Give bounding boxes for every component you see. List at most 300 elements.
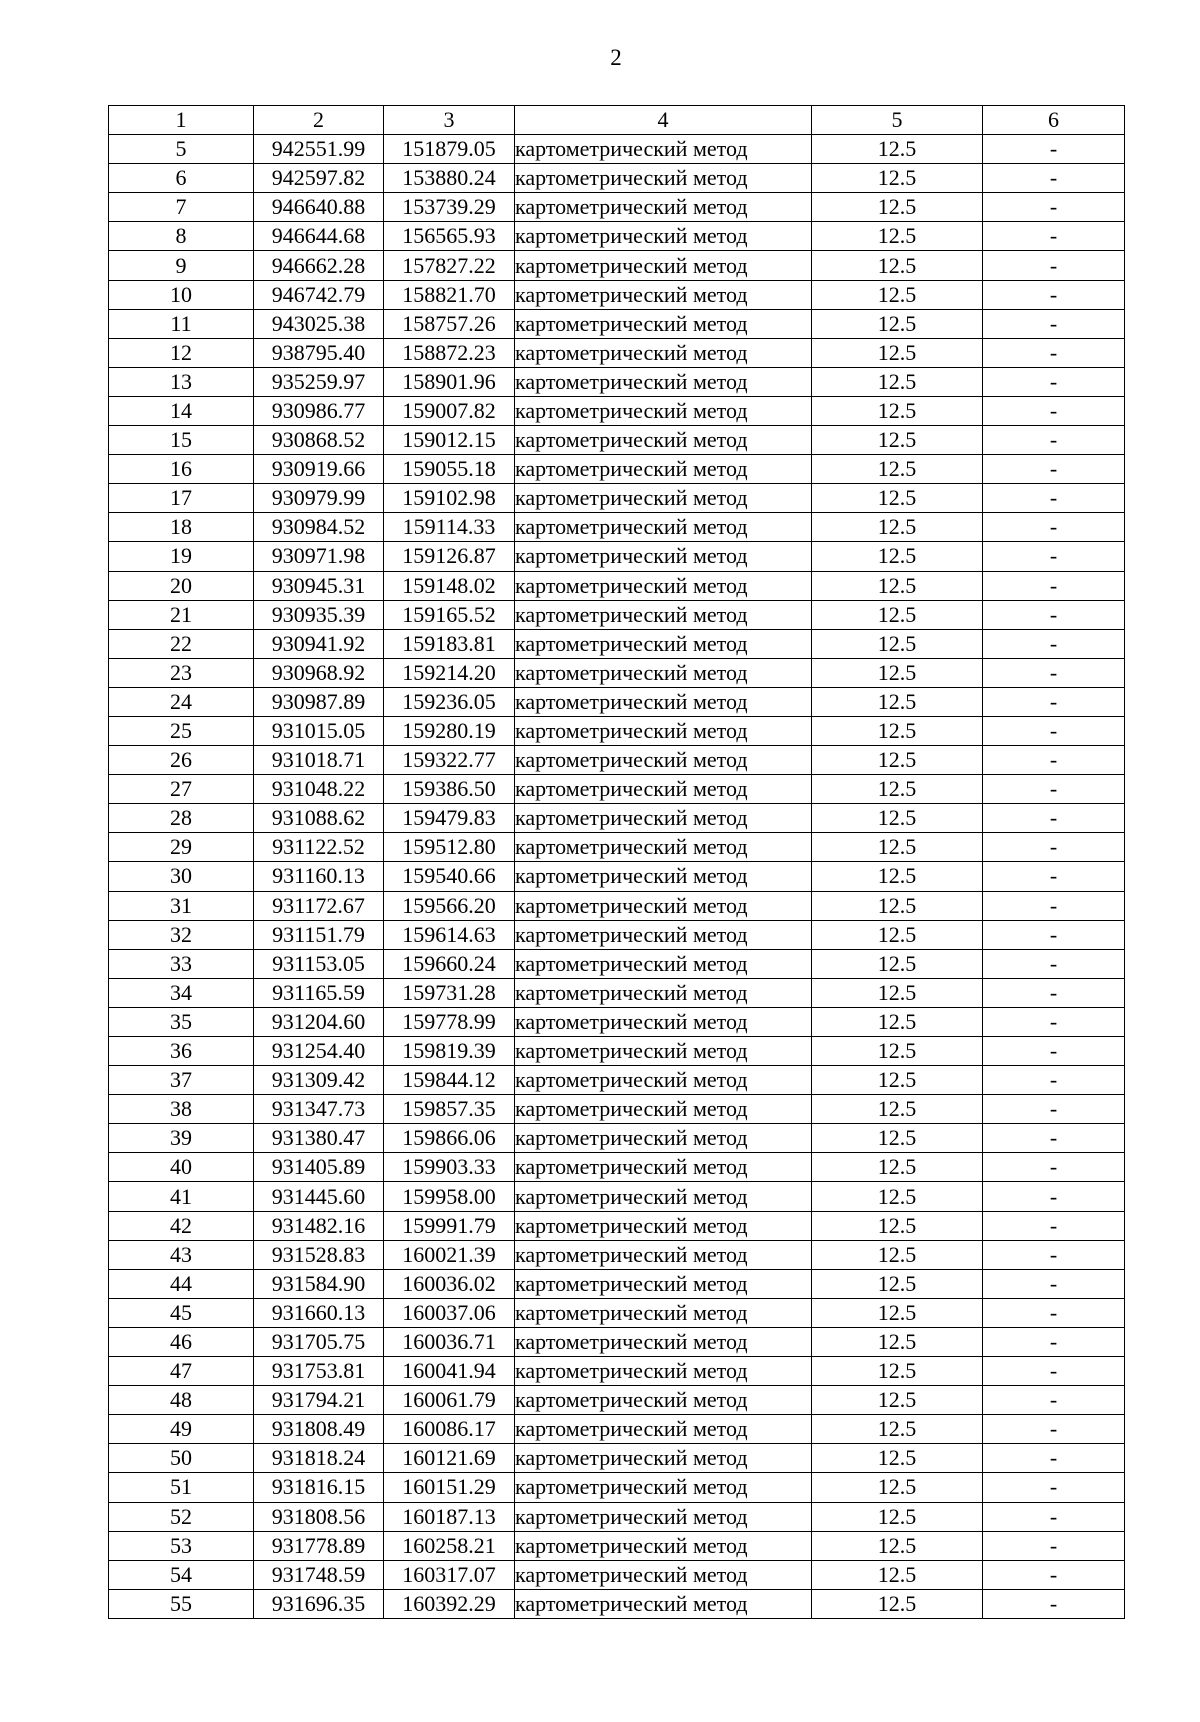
table-row bbox=[109, 687, 1125, 716]
point-number-cell: 51 bbox=[109, 1473, 254, 1502]
x-coordinate-cell: 931584.90 bbox=[254, 1269, 384, 1298]
x-coordinate-cell: 942597.82 bbox=[254, 164, 384, 193]
method-cell: картометрический метод bbox=[515, 1502, 812, 1531]
y-coordinate-cell: 159386.50 bbox=[384, 775, 515, 804]
y-coordinate-cell: 157827.22 bbox=[384, 251, 515, 280]
x-coordinate-cell: 931015.05 bbox=[254, 716, 384, 745]
y-coordinate-cell: 160036.02 bbox=[384, 1269, 515, 1298]
accuracy-cell: 12.5 bbox=[812, 1502, 983, 1531]
x-coordinate-cell: 931309.42 bbox=[254, 1066, 384, 1095]
method-cell: картометрический метод bbox=[515, 1386, 812, 1415]
method-cell: картометрический метод bbox=[515, 1357, 812, 1386]
point-number-cell: 5 bbox=[109, 135, 254, 164]
x-coordinate-cell: 931254.40 bbox=[254, 1037, 384, 1066]
accuracy-cell: 12.5 bbox=[812, 338, 983, 367]
table-row bbox=[109, 222, 1125, 251]
y-coordinate-cell: 159857.35 bbox=[384, 1095, 515, 1124]
y-coordinate-cell: 159479.83 bbox=[384, 804, 515, 833]
y-coordinate-cell: 159614.63 bbox=[384, 920, 515, 949]
table-row bbox=[109, 542, 1125, 571]
table-row bbox=[109, 949, 1125, 978]
x-coordinate-cell: 930987.89 bbox=[254, 687, 384, 716]
note-cell: - bbox=[983, 455, 1125, 484]
table-row bbox=[109, 1357, 1125, 1386]
table-row bbox=[109, 1269, 1125, 1298]
method-cell: картометрический метод bbox=[515, 484, 812, 513]
y-coordinate-cell: 160021.39 bbox=[384, 1240, 515, 1269]
accuracy-cell: 12.5 bbox=[812, 746, 983, 775]
method-cell: картометрический метод bbox=[515, 455, 812, 484]
x-coordinate-cell: 930919.66 bbox=[254, 455, 384, 484]
table-row bbox=[109, 513, 1125, 542]
note-cell: - bbox=[983, 135, 1125, 164]
note-cell: - bbox=[983, 1415, 1125, 1444]
table-row bbox=[109, 978, 1125, 1007]
method-cell: картометрический метод bbox=[515, 251, 812, 280]
table-body bbox=[109, 135, 1125, 1619]
point-number-cell: 54 bbox=[109, 1560, 254, 1589]
note-cell: - bbox=[983, 629, 1125, 658]
y-coordinate-cell: 159148.02 bbox=[384, 571, 515, 600]
note-cell: - bbox=[983, 1560, 1125, 1589]
method-cell: картометрический метод bbox=[515, 542, 812, 571]
x-coordinate-cell: 931165.59 bbox=[254, 978, 384, 1007]
method-cell: картометрический метод bbox=[515, 804, 812, 833]
accuracy-cell: 12.5 bbox=[812, 280, 983, 309]
table-row bbox=[109, 1415, 1125, 1444]
accuracy-cell: 12.5 bbox=[812, 1415, 983, 1444]
x-coordinate-cell: 930968.92 bbox=[254, 658, 384, 687]
table-row bbox=[109, 484, 1125, 513]
x-coordinate-cell: 946640.88 bbox=[254, 193, 384, 222]
accuracy-cell: 12.5 bbox=[812, 1066, 983, 1095]
note-cell: - bbox=[983, 804, 1125, 833]
note-cell: - bbox=[983, 1444, 1125, 1473]
table-row bbox=[109, 1066, 1125, 1095]
point-number-cell: 15 bbox=[109, 426, 254, 455]
y-coordinate-cell: 158821.70 bbox=[384, 280, 515, 309]
y-coordinate-cell: 159819.39 bbox=[384, 1037, 515, 1066]
method-cell: картометрический метод bbox=[515, 1007, 812, 1036]
note-cell: - bbox=[983, 1386, 1125, 1415]
point-number-cell: 31 bbox=[109, 891, 254, 920]
point-number-cell: 53 bbox=[109, 1531, 254, 1560]
accuracy-cell: 12.5 bbox=[812, 1386, 983, 1415]
table-row bbox=[109, 396, 1125, 425]
y-coordinate-cell: 159165.52 bbox=[384, 600, 515, 629]
note-cell: - bbox=[983, 542, 1125, 571]
note-cell: - bbox=[983, 513, 1125, 542]
point-number-cell: 42 bbox=[109, 1211, 254, 1240]
point-number-cell: 37 bbox=[109, 1066, 254, 1095]
note-cell: - bbox=[983, 1182, 1125, 1211]
table-row bbox=[109, 1037, 1125, 1066]
point-number-cell: 17 bbox=[109, 484, 254, 513]
point-number-cell: 41 bbox=[109, 1182, 254, 1211]
x-coordinate-cell: 942551.99 bbox=[254, 135, 384, 164]
point-number-cell: 14 bbox=[109, 396, 254, 425]
note-cell: - bbox=[983, 600, 1125, 629]
accuracy-cell: 12.5 bbox=[812, 687, 983, 716]
note-cell: - bbox=[983, 1153, 1125, 1182]
table-row bbox=[109, 571, 1125, 600]
accuracy-cell: 12.5 bbox=[812, 1037, 983, 1066]
column-header-3: 3 bbox=[384, 106, 515, 135]
note-cell: - bbox=[983, 978, 1125, 1007]
y-coordinate-cell: 159540.66 bbox=[384, 862, 515, 891]
table-row bbox=[109, 1589, 1125, 1618]
x-coordinate-cell: 931018.71 bbox=[254, 746, 384, 775]
point-number-cell: 12 bbox=[109, 338, 254, 367]
x-coordinate-cell: 931818.24 bbox=[254, 1444, 384, 1473]
note-cell: - bbox=[983, 716, 1125, 745]
table-row bbox=[109, 1007, 1125, 1036]
table-row bbox=[109, 1153, 1125, 1182]
method-cell: картометрический метод bbox=[515, 1473, 812, 1502]
point-number-cell: 35 bbox=[109, 1007, 254, 1036]
accuracy-cell: 12.5 bbox=[812, 1589, 983, 1618]
accuracy-cell: 12.5 bbox=[812, 1473, 983, 1502]
note-cell: - bbox=[983, 1357, 1125, 1386]
method-cell: картометрический метод bbox=[515, 1269, 812, 1298]
column-header-4: 4 bbox=[515, 106, 812, 135]
method-cell: картометрический метод bbox=[515, 833, 812, 862]
y-coordinate-cell: 159566.20 bbox=[384, 891, 515, 920]
method-cell: картометрический метод bbox=[515, 164, 812, 193]
note-cell: - bbox=[983, 1240, 1125, 1269]
accuracy-cell: 12.5 bbox=[812, 775, 983, 804]
accuracy-cell: 12.5 bbox=[812, 600, 983, 629]
x-coordinate-cell: 931122.52 bbox=[254, 833, 384, 862]
x-coordinate-cell: 931172.67 bbox=[254, 891, 384, 920]
y-coordinate-cell: 159012.15 bbox=[384, 426, 515, 455]
method-cell: картометрический метод bbox=[515, 513, 812, 542]
accuracy-cell: 12.5 bbox=[812, 1240, 983, 1269]
point-number-cell: 18 bbox=[109, 513, 254, 542]
method-cell: картометрический метод bbox=[515, 1066, 812, 1095]
column-header-1: 1 bbox=[109, 106, 254, 135]
method-cell: картометрический метод bbox=[515, 1095, 812, 1124]
method-cell: картометрический метод bbox=[515, 1240, 812, 1269]
method-cell: картометрический метод bbox=[515, 338, 812, 367]
note-cell: - bbox=[983, 251, 1125, 280]
point-number-cell: 20 bbox=[109, 571, 254, 600]
table-row bbox=[109, 193, 1125, 222]
accuracy-cell: 12.5 bbox=[812, 484, 983, 513]
x-coordinate-cell: 935259.97 bbox=[254, 367, 384, 396]
point-number-cell: 38 bbox=[109, 1095, 254, 1124]
method-cell: картометрический метод bbox=[515, 1153, 812, 1182]
accuracy-cell: 12.5 bbox=[812, 309, 983, 338]
method-cell: картометрический метод bbox=[515, 1560, 812, 1589]
method-cell: картометрический метод bbox=[515, 716, 812, 745]
x-coordinate-cell: 931347.73 bbox=[254, 1095, 384, 1124]
point-number-cell: 32 bbox=[109, 920, 254, 949]
method-cell: картометрический метод bbox=[515, 193, 812, 222]
x-coordinate-cell: 930986.77 bbox=[254, 396, 384, 425]
y-coordinate-cell: 159007.82 bbox=[384, 396, 515, 425]
x-coordinate-cell: 931204.60 bbox=[254, 1007, 384, 1036]
x-coordinate-cell: 931153.05 bbox=[254, 949, 384, 978]
point-number-cell: 13 bbox=[109, 367, 254, 396]
x-coordinate-cell: 931794.21 bbox=[254, 1386, 384, 1415]
table-row bbox=[109, 1211, 1125, 1240]
y-coordinate-cell: 159114.33 bbox=[384, 513, 515, 542]
method-cell: картометрический метод bbox=[515, 571, 812, 600]
x-coordinate-cell: 931748.59 bbox=[254, 1560, 384, 1589]
x-coordinate-cell: 930868.52 bbox=[254, 426, 384, 455]
table-row bbox=[109, 1182, 1125, 1211]
note-cell: - bbox=[983, 1531, 1125, 1560]
accuracy-cell: 12.5 bbox=[812, 949, 983, 978]
point-number-cell: 28 bbox=[109, 804, 254, 833]
point-number-cell: 33 bbox=[109, 949, 254, 978]
y-coordinate-cell: 158757.26 bbox=[384, 309, 515, 338]
accuracy-cell: 12.5 bbox=[812, 135, 983, 164]
y-coordinate-cell: 160036.71 bbox=[384, 1327, 515, 1356]
point-number-cell: 16 bbox=[109, 455, 254, 484]
y-coordinate-cell: 160061.79 bbox=[384, 1386, 515, 1415]
accuracy-cell: 12.5 bbox=[812, 1124, 983, 1153]
method-cell: картометрический метод bbox=[515, 629, 812, 658]
accuracy-cell: 12.5 bbox=[812, 1298, 983, 1327]
accuracy-cell: 12.5 bbox=[812, 513, 983, 542]
table-row bbox=[109, 600, 1125, 629]
x-coordinate-cell: 931808.49 bbox=[254, 1415, 384, 1444]
method-cell: картометрический метод bbox=[515, 280, 812, 309]
table-row bbox=[109, 367, 1125, 396]
accuracy-cell: 12.5 bbox=[812, 1095, 983, 1124]
method-cell: картометрический метод bbox=[515, 1037, 812, 1066]
table-row bbox=[109, 658, 1125, 687]
note-cell: - bbox=[983, 687, 1125, 716]
note-cell: - bbox=[983, 1066, 1125, 1095]
table-row bbox=[109, 1327, 1125, 1356]
point-number-cell: 47 bbox=[109, 1357, 254, 1386]
note-cell: - bbox=[983, 1502, 1125, 1531]
accuracy-cell: 12.5 bbox=[812, 629, 983, 658]
accuracy-cell: 12.5 bbox=[812, 1269, 983, 1298]
y-coordinate-cell: 160187.13 bbox=[384, 1502, 515, 1531]
accuracy-cell: 12.5 bbox=[812, 396, 983, 425]
note-cell: - bbox=[983, 658, 1125, 687]
method-cell: картометрический метод bbox=[515, 658, 812, 687]
note-cell: - bbox=[983, 920, 1125, 949]
y-coordinate-cell: 160151.29 bbox=[384, 1473, 515, 1502]
point-number-cell: 8 bbox=[109, 222, 254, 251]
note-cell: - bbox=[983, 891, 1125, 920]
note-cell: - bbox=[983, 164, 1125, 193]
note-cell: - bbox=[983, 1095, 1125, 1124]
x-coordinate-cell: 931048.22 bbox=[254, 775, 384, 804]
x-coordinate-cell: 931753.81 bbox=[254, 1357, 384, 1386]
x-coordinate-cell: 931445.60 bbox=[254, 1182, 384, 1211]
table-row bbox=[109, 1298, 1125, 1327]
y-coordinate-cell: 160121.69 bbox=[384, 1444, 515, 1473]
x-coordinate-cell: 931380.47 bbox=[254, 1124, 384, 1153]
y-coordinate-cell: 160086.17 bbox=[384, 1415, 515, 1444]
table-row bbox=[109, 862, 1125, 891]
note-cell: - bbox=[983, 1327, 1125, 1356]
accuracy-cell: 12.5 bbox=[812, 1153, 983, 1182]
method-cell: картометрический метод bbox=[515, 775, 812, 804]
table-row bbox=[109, 1240, 1125, 1269]
table-row bbox=[109, 309, 1125, 338]
header-row bbox=[109, 106, 1125, 135]
point-number-cell: 9 bbox=[109, 251, 254, 280]
y-coordinate-cell: 160037.06 bbox=[384, 1298, 515, 1327]
accuracy-cell: 12.5 bbox=[812, 658, 983, 687]
x-coordinate-cell: 943025.38 bbox=[254, 309, 384, 338]
point-number-cell: 19 bbox=[109, 542, 254, 571]
y-coordinate-cell: 159183.81 bbox=[384, 629, 515, 658]
y-coordinate-cell: 159866.06 bbox=[384, 1124, 515, 1153]
x-coordinate-cell: 930945.31 bbox=[254, 571, 384, 600]
x-coordinate-cell: 930971.98 bbox=[254, 542, 384, 571]
method-cell: картометрический метод bbox=[515, 687, 812, 716]
point-number-cell: 49 bbox=[109, 1415, 254, 1444]
point-number-cell: 7 bbox=[109, 193, 254, 222]
y-coordinate-cell: 158872.23 bbox=[384, 338, 515, 367]
point-number-cell: 11 bbox=[109, 309, 254, 338]
accuracy-cell: 12.5 bbox=[812, 426, 983, 455]
method-cell: картометрический метод bbox=[515, 135, 812, 164]
table-row bbox=[109, 1095, 1125, 1124]
y-coordinate-cell: 159512.80 bbox=[384, 833, 515, 862]
x-coordinate-cell: 930941.92 bbox=[254, 629, 384, 658]
table-row bbox=[109, 135, 1125, 164]
point-number-cell: 36 bbox=[109, 1037, 254, 1066]
page-number: 2 bbox=[610, 45, 622, 70]
table-row bbox=[109, 1444, 1125, 1473]
point-number-cell: 43 bbox=[109, 1240, 254, 1269]
note-cell: - bbox=[983, 338, 1125, 367]
x-coordinate-cell: 931808.56 bbox=[254, 1502, 384, 1531]
note-cell: - bbox=[983, 862, 1125, 891]
x-coordinate-cell: 931778.89 bbox=[254, 1531, 384, 1560]
accuracy-cell: 12.5 bbox=[812, 222, 983, 251]
column-header-2: 2 bbox=[254, 106, 384, 135]
table-row bbox=[109, 833, 1125, 862]
point-number-cell: 50 bbox=[109, 1444, 254, 1473]
table-row bbox=[109, 426, 1125, 455]
point-number-cell: 10 bbox=[109, 280, 254, 309]
column-header-6: 6 bbox=[983, 106, 1125, 135]
accuracy-cell: 12.5 bbox=[812, 862, 983, 891]
accuracy-cell: 12.5 bbox=[812, 1327, 983, 1356]
point-number-cell: 23 bbox=[109, 658, 254, 687]
accuracy-cell: 12.5 bbox=[812, 978, 983, 1007]
note-cell: - bbox=[983, 1473, 1125, 1502]
x-coordinate-cell: 931816.15 bbox=[254, 1473, 384, 1502]
y-coordinate-cell: 159991.79 bbox=[384, 1211, 515, 1240]
point-number-cell: 26 bbox=[109, 746, 254, 775]
table-row bbox=[109, 1473, 1125, 1502]
method-cell: картометрический метод bbox=[515, 1415, 812, 1444]
method-cell: картометрический метод bbox=[515, 1531, 812, 1560]
table-row bbox=[109, 746, 1125, 775]
note-cell: - bbox=[983, 1124, 1125, 1153]
table-row bbox=[109, 775, 1125, 804]
table-row bbox=[109, 804, 1125, 833]
point-number-cell: 39 bbox=[109, 1124, 254, 1153]
y-coordinate-cell: 153739.29 bbox=[384, 193, 515, 222]
table-row bbox=[109, 920, 1125, 949]
note-cell: - bbox=[983, 484, 1125, 513]
method-cell: картометрический метод bbox=[515, 1124, 812, 1153]
note-cell: - bbox=[983, 833, 1125, 862]
accuracy-cell: 12.5 bbox=[812, 193, 983, 222]
note-cell: - bbox=[983, 396, 1125, 425]
method-cell: картометрический метод bbox=[515, 367, 812, 396]
note-cell: - bbox=[983, 775, 1125, 804]
method-cell: картометрический метод bbox=[515, 600, 812, 629]
table-row bbox=[109, 338, 1125, 367]
table-row bbox=[109, 164, 1125, 193]
point-number-cell: 22 bbox=[109, 629, 254, 658]
method-cell: картометрический метод bbox=[515, 1589, 812, 1618]
method-cell: картометрический метод bbox=[515, 978, 812, 1007]
accuracy-cell: 12.5 bbox=[812, 804, 983, 833]
table-row bbox=[109, 251, 1125, 280]
point-number-cell: 25 bbox=[109, 716, 254, 745]
x-coordinate-cell: 931528.83 bbox=[254, 1240, 384, 1269]
y-coordinate-cell: 151879.05 bbox=[384, 135, 515, 164]
method-cell: картометрический метод bbox=[515, 862, 812, 891]
method-cell: картометрический метод bbox=[515, 426, 812, 455]
y-coordinate-cell: 159958.00 bbox=[384, 1182, 515, 1211]
y-coordinate-cell: 160258.21 bbox=[384, 1531, 515, 1560]
x-coordinate-cell: 931160.13 bbox=[254, 862, 384, 891]
table-row bbox=[109, 1386, 1125, 1415]
y-coordinate-cell: 159055.18 bbox=[384, 455, 515, 484]
accuracy-cell: 12.5 bbox=[812, 1007, 983, 1036]
y-coordinate-cell: 159660.24 bbox=[384, 949, 515, 978]
table-row bbox=[109, 716, 1125, 745]
note-cell: - bbox=[983, 949, 1125, 978]
accuracy-cell: 12.5 bbox=[812, 1182, 983, 1211]
method-cell: картометрический метод bbox=[515, 309, 812, 338]
note-cell: - bbox=[983, 571, 1125, 600]
accuracy-cell: 12.5 bbox=[812, 1531, 983, 1560]
note-cell: - bbox=[983, 1269, 1125, 1298]
y-coordinate-cell: 160392.29 bbox=[384, 1589, 515, 1618]
point-number-cell: 45 bbox=[109, 1298, 254, 1327]
point-number-cell: 27 bbox=[109, 775, 254, 804]
y-coordinate-cell: 158901.96 bbox=[384, 367, 515, 396]
x-coordinate-cell: 946742.79 bbox=[254, 280, 384, 309]
point-number-cell: 34 bbox=[109, 978, 254, 1007]
x-coordinate-cell: 930935.39 bbox=[254, 600, 384, 629]
accuracy-cell: 12.5 bbox=[812, 1211, 983, 1240]
point-number-cell: 40 bbox=[109, 1153, 254, 1182]
accuracy-cell: 12.5 bbox=[812, 716, 983, 745]
accuracy-cell: 12.5 bbox=[812, 1357, 983, 1386]
method-cell: картометрический метод bbox=[515, 891, 812, 920]
method-cell: картометрический метод bbox=[515, 949, 812, 978]
table-row bbox=[109, 280, 1125, 309]
method-cell: картометрический метод bbox=[515, 1211, 812, 1240]
x-coordinate-cell: 931696.35 bbox=[254, 1589, 384, 1618]
method-cell: картометрический метод bbox=[515, 396, 812, 425]
y-coordinate-cell: 159731.28 bbox=[384, 978, 515, 1007]
y-coordinate-cell: 159236.05 bbox=[384, 687, 515, 716]
y-coordinate-cell: 153880.24 bbox=[384, 164, 515, 193]
y-coordinate-cell: 156565.93 bbox=[384, 222, 515, 251]
x-coordinate-cell: 930984.52 bbox=[254, 513, 384, 542]
note-cell: - bbox=[983, 746, 1125, 775]
point-number-cell: 6 bbox=[109, 164, 254, 193]
